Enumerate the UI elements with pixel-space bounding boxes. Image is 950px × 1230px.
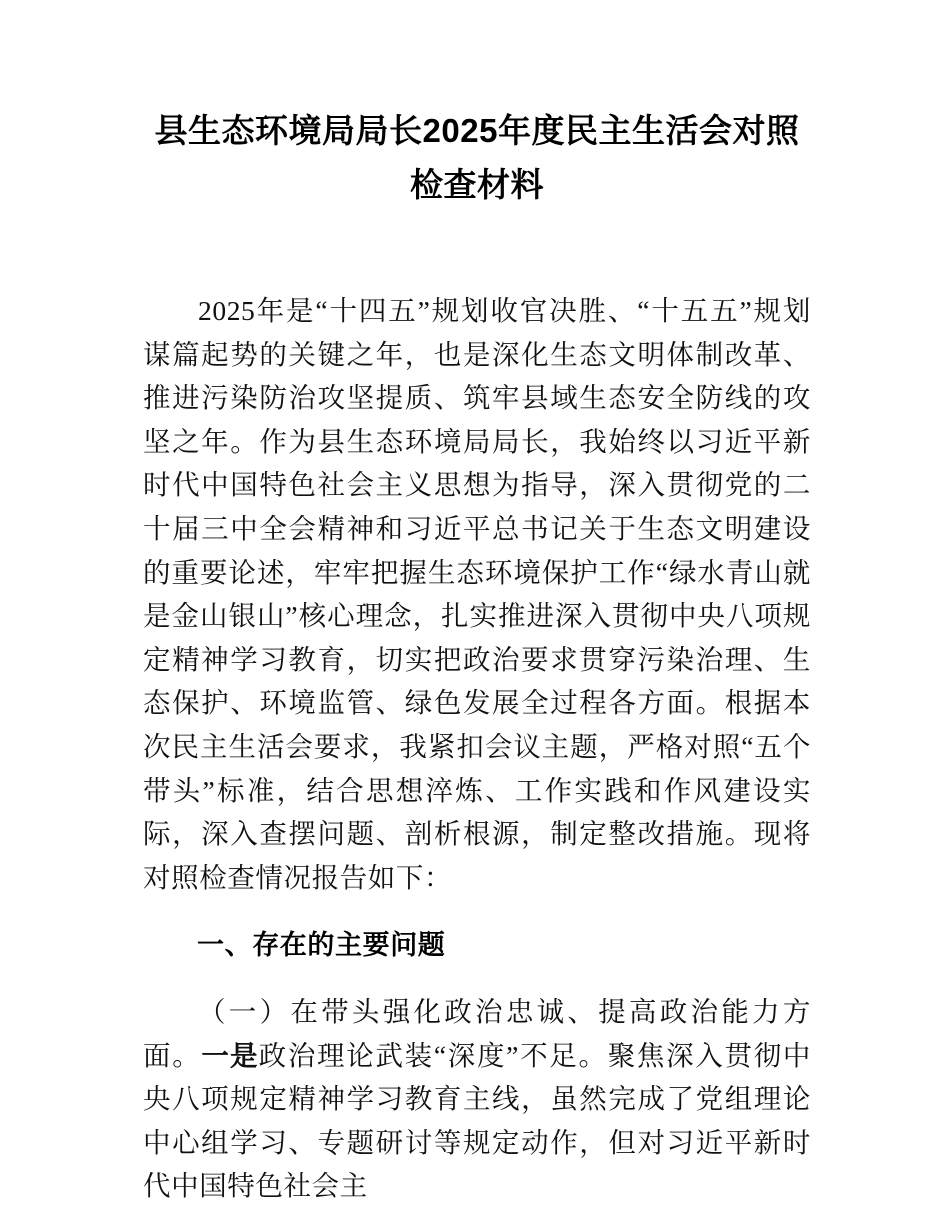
doc-title-line-2: 检查材料	[410, 166, 544, 203]
lead-paragraph: 2025年是“十四五”规划收官决胜、“十五五”规划谋篇起势的关键之年，也是深化生态文明体制改革、推进污染防治攻坚提质、筑牢县域生态安全防线的攻坚之年。作为县生态环境局局长，我始终以习近平新时代中国特色社会主义思想为指导，深入贯彻党的二十届三中全会精神和习近平总书记关于生态文明建设的重要论述，牢牢把握生态环境保护工作“绿水青山就是金山银山”核心理念，扎实推进深入贯彻中央八项规定精神学习教育，切实把政治要求贯穿污染治理、生态保护、环境监管、绿色发展全过程各方面。根据本次民主生活会要求，我紧扣会议主题，严格对照“五个带头”标准，结合思想淬炼、工作实践和作风建设实际，深入查摆问题、剖析根源，制定整改措施。现将对照检查情况报告如下：	[143, 295, 811, 893]
subsection-bold-marker: 一是	[201, 1039, 259, 1071]
doc-title-line-1: 县生态环境局局长2025年度民主生活会对照	[154, 112, 800, 149]
subsection-lead-text: （一）在带头强化政治忠诚、提高政治能力方面。	[143, 995, 811, 1071]
section-heading-existing-problems: 一、存在的主要问题	[197, 930, 446, 961]
subsection-body-text: 政治理论武装“深度”不足。聚焦深入贯彻中央八项规定精神学习教育主线，虽然完成了党组理论中心组学习、专题研讨等规定动作，但对习近平新时代中国特色社会主	[143, 1039, 812, 1202]
page-title	[143, 0, 811, 212]
subsection-paragraph-one	[143, 968, 811, 1208]
document-content-column	[143, 0, 811, 1208]
